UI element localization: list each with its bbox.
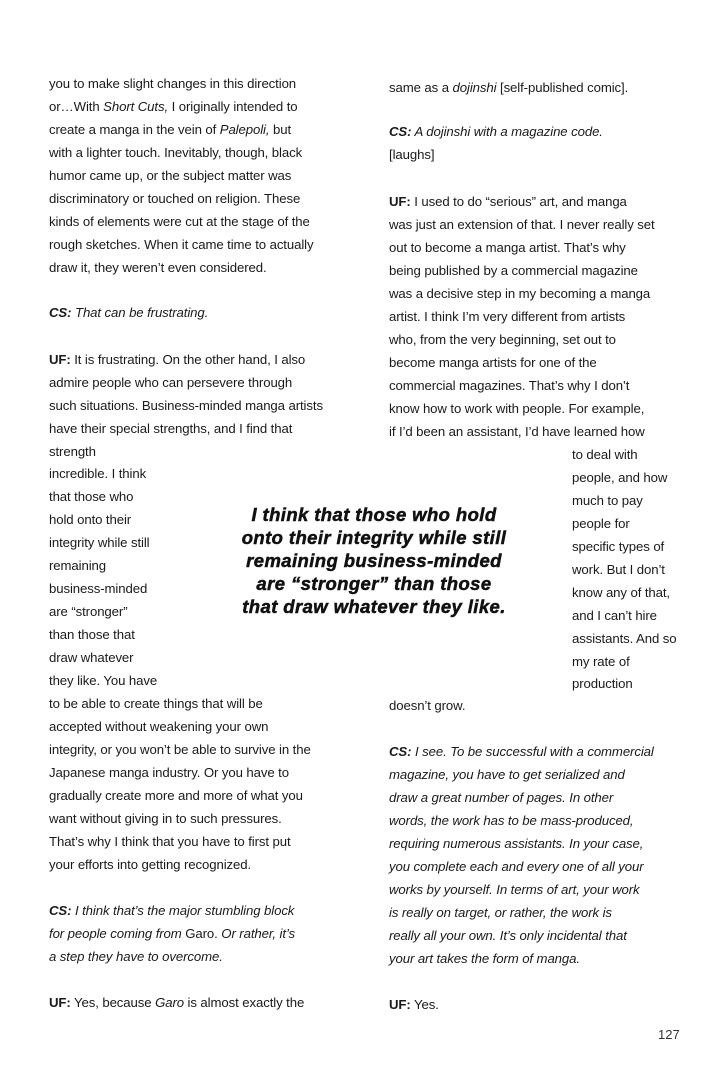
question-line: is really on target, or rather, the work is bbox=[389, 905, 612, 920]
question-line: works by yourself. In terms of art, your work bbox=[389, 882, 640, 897]
text-line: become manga artists for one of the bbox=[389, 355, 597, 370]
text-line: gradually create more and more of what you bbox=[49, 788, 303, 803]
text-line: That’s why I think that you have to first put bbox=[49, 834, 291, 849]
answer-line bbox=[389, 190, 627, 213]
text-line: commercial magazines. That’s why I don’t bbox=[389, 378, 630, 393]
question-line bbox=[49, 899, 294, 922]
text-line bbox=[49, 118, 291, 141]
text-line: that those who bbox=[49, 489, 134, 504]
question-line: draw a great number of pages. In other bbox=[389, 790, 614, 805]
text-line: work. But I don’t bbox=[572, 562, 665, 577]
question-line: a step they have to overcome. bbox=[49, 949, 223, 964]
title-palepoli: Palepoli, bbox=[219, 122, 270, 137]
question-line bbox=[49, 922, 295, 945]
text-line: you to make slight changes in this direction bbox=[49, 76, 297, 91]
speaker-label: UF: bbox=[49, 995, 71, 1010]
answer-text: It is frustrating. On the other hand, I also bbox=[70, 352, 306, 367]
speaker-label: UF: bbox=[389, 194, 411, 209]
text-line: are “stronger” bbox=[49, 604, 128, 619]
answer-text: I used to do “serious” art, and manga bbox=[410, 194, 627, 209]
text-line: much to pay bbox=[572, 493, 643, 508]
pull-quote-line: I think that those who hold bbox=[251, 504, 497, 525]
text-line: with a lighter touch. Inevitably, though, black bbox=[49, 145, 303, 160]
text-line: draw it, they weren’t even considered. bbox=[49, 260, 267, 275]
text-line: to deal with bbox=[572, 447, 638, 462]
text-line: my rate of bbox=[572, 654, 630, 669]
question-line bbox=[389, 120, 603, 143]
question-text: A dojinshi with a magazine code. bbox=[411, 124, 603, 139]
text-line: such situations. Business-minded manga artists bbox=[49, 398, 323, 413]
question-line bbox=[389, 740, 654, 763]
text-line: remaining bbox=[49, 558, 107, 573]
text-line: who, from the very beginning, set out to bbox=[389, 332, 616, 347]
text-run: but bbox=[269, 122, 292, 137]
text-line bbox=[49, 95, 298, 118]
question-text: Or rather, it’s bbox=[217, 926, 296, 941]
text-line: know any of that, bbox=[572, 585, 670, 600]
question-line: really all your own. It’s only incidental that bbox=[389, 928, 627, 943]
answer-text: is almost exactly the bbox=[183, 995, 305, 1010]
text-line: being published by a commercial magazine bbox=[389, 263, 638, 278]
title-garo: Garo bbox=[155, 995, 184, 1010]
text-line: integrity, or you won’t be able to survive in the bbox=[49, 742, 311, 757]
text-line: if I’d been an assistant, I’d have learned how bbox=[389, 424, 645, 439]
text-run: or…With bbox=[49, 99, 104, 114]
text-line: business-minded bbox=[49, 581, 148, 596]
text-line: admire people who can persevere through bbox=[49, 375, 293, 390]
title-garo: Garo. bbox=[185, 926, 218, 941]
text-line: specific types of bbox=[572, 539, 665, 554]
question-line bbox=[49, 301, 208, 324]
text-line: Japanese manga industry. Or you have to bbox=[49, 765, 289, 780]
text-line: and I can’t hire bbox=[572, 608, 657, 623]
speaker-label: CS: bbox=[49, 903, 72, 918]
text-line: they like. You have bbox=[49, 673, 158, 688]
text-line: production bbox=[572, 676, 633, 691]
speaker-label: UF: bbox=[389, 997, 411, 1012]
text-line: want without giving in to such pressures. bbox=[49, 811, 282, 826]
question-line: words, the work has to be mass-produced, bbox=[389, 813, 634, 828]
question-text: I see. To be successful with a commercial bbox=[411, 744, 654, 759]
answer-text: Yes, because bbox=[70, 995, 156, 1010]
text-run: create a manga in the vein of bbox=[49, 122, 220, 137]
text-line: know how to work with people. For example, bbox=[389, 401, 645, 416]
text-line: than those that bbox=[49, 627, 135, 642]
text-line: rough sketches. When it came time to actually bbox=[49, 237, 314, 252]
text-line: strength bbox=[49, 444, 96, 459]
question-text: That can be frustrating. bbox=[71, 305, 209, 320]
text-line: people, and how bbox=[572, 470, 668, 485]
text-line: draw whatever bbox=[49, 650, 134, 665]
pull-quote-line: are “stronger” than those bbox=[256, 573, 492, 594]
text-line: your efforts into getting recognized. bbox=[49, 857, 252, 872]
question-line: your art takes the form of manga. bbox=[389, 951, 580, 966]
text-line: assistants. And so bbox=[572, 631, 677, 646]
text-line: doesn’t grow. bbox=[389, 698, 466, 713]
text-line: have their special strengths, and I find that bbox=[49, 421, 293, 436]
text-line: out to become a manga artist. That’s why bbox=[389, 240, 626, 255]
text-run: I originally intended to bbox=[168, 99, 298, 114]
text-line: accepted without weakening your own bbox=[49, 719, 269, 734]
pull-quote-line: remaining business-minded bbox=[246, 550, 502, 571]
text-line: kinds of elements were cut at the stage of the bbox=[49, 214, 310, 229]
pull-quote-line: onto their integrity while still bbox=[241, 527, 507, 548]
text-line: was a decisive step in my becoming a manga bbox=[389, 286, 651, 301]
title-short-cuts: Short Cuts, bbox=[103, 99, 169, 114]
question-line: you complete each and every one of all your bbox=[389, 859, 644, 874]
text-run: [self-published comic]. bbox=[496, 80, 629, 95]
speaker-label: CS: bbox=[389, 744, 412, 759]
text-line: [laughs] bbox=[389, 147, 435, 162]
pull-quote bbox=[200, 503, 548, 618]
text-line: discriminatory or touched on religion. These bbox=[49, 191, 301, 206]
text-line bbox=[389, 76, 628, 99]
text-line: integrity while still bbox=[49, 535, 150, 550]
answer-text: Yes. bbox=[410, 997, 439, 1012]
page-number: 127 bbox=[658, 1027, 680, 1042]
text-line: hold onto their bbox=[49, 512, 132, 527]
speaker-label: CS: bbox=[49, 305, 72, 320]
question-text: for people coming from bbox=[49, 926, 186, 941]
answer-line bbox=[49, 991, 304, 1014]
text-line: artist. I think I’m very different from artists bbox=[389, 309, 626, 324]
speaker-label: CS: bbox=[389, 124, 412, 139]
text-line: was just an extension of that. I never really set bbox=[389, 217, 655, 232]
text-line: humor came up, or the subject matter was bbox=[49, 168, 292, 183]
text-line: to be able to create things that will be bbox=[49, 696, 263, 711]
speaker-label: UF: bbox=[49, 352, 71, 367]
text-run: same as a bbox=[389, 80, 453, 95]
text-line: incredible. I think bbox=[49, 466, 147, 481]
answer-line bbox=[389, 993, 439, 1016]
answer-line bbox=[49, 348, 305, 371]
question-line: requiring numerous assistants. In your case, bbox=[389, 836, 644, 851]
term-dojinshi: dojinshi bbox=[452, 80, 497, 95]
pull-quote-line: that draw whatever they like. bbox=[242, 596, 506, 617]
text-line: people for bbox=[572, 516, 630, 531]
question-text: I think that’s the major stumbling block bbox=[71, 903, 295, 918]
question-line: magazine, you have to get serialized and bbox=[389, 767, 625, 782]
